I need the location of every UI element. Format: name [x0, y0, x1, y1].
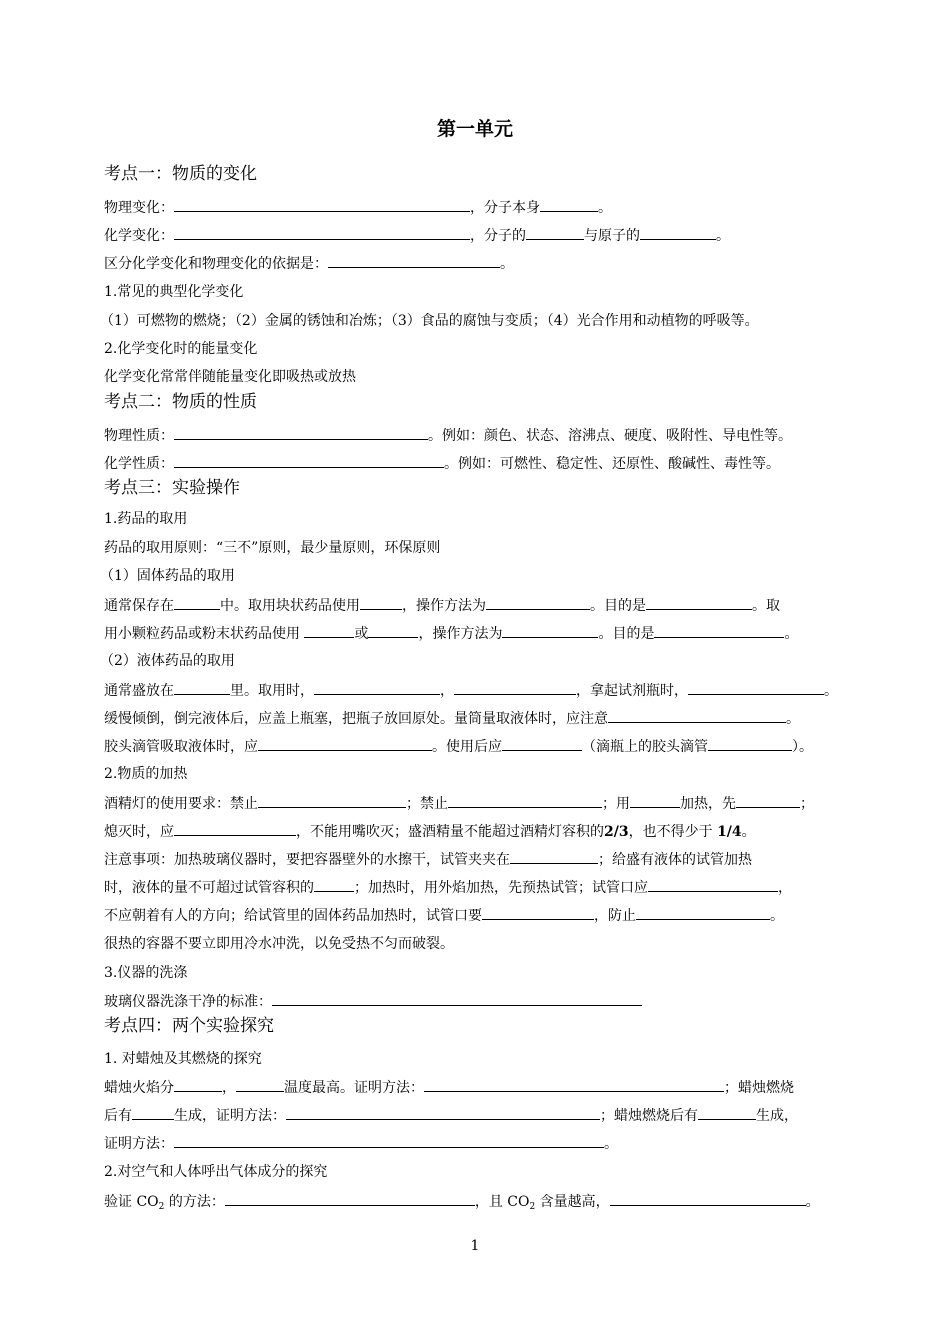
- fill-blank[interactable]: [648, 877, 778, 892]
- fill-blank[interactable]: [608, 708, 786, 723]
- fill-blank[interactable]: [258, 736, 432, 751]
- subheading: 2.物质的加热: [104, 766, 188, 782]
- fill-blank[interactable]: [272, 991, 642, 1006]
- subheading: 1.常见的典型化学变化: [104, 284, 244, 300]
- distinguish-line: 区分化学变化和物理变化的依据是： 。: [104, 253, 854, 274]
- physical-change-line: 物理变化： ，分子本身 。: [104, 197, 854, 218]
- fill-blank[interactable]: [454, 680, 576, 695]
- solid-line-2: 用小颗粒药品或粉末状药品使用 或 ，操作方法为 。目的是 。: [104, 623, 854, 644]
- fill-blank[interactable]: [174, 225, 470, 240]
- subheading: （1）固体药品的取用: [100, 568, 235, 584]
- fill-blank[interactable]: [636, 905, 770, 920]
- note-line-2: 时，液体的量不可超过试管容积的 ；加热时，用外焰加热，先预热试管；试管口应 ，: [104, 877, 854, 898]
- principle-text: 药品的取用原则：“三不”原则，最少量原则，环保原则: [104, 540, 441, 556]
- fill-blank[interactable]: [540, 197, 598, 212]
- fill-blank[interactable]: [174, 680, 230, 695]
- candle-line-1: 蜡烛火焰分 ， 温度最高。证明方法： ；蜡烛燃烧: [104, 1077, 854, 1098]
- fill-blank[interactable]: [314, 877, 354, 892]
- section-heading-1: 考点一：物质的变化: [104, 164, 257, 184]
- fill-blank[interactable]: [736, 793, 800, 808]
- fill-blank[interactable]: [646, 595, 752, 610]
- fill-blank[interactable]: [286, 1105, 600, 1120]
- candle-line-3: 证明方法： 。: [104, 1133, 854, 1154]
- fill-blank[interactable]: [698, 1105, 756, 1120]
- liquid-line-3: 胶头滴管吸取液体时，应 。使用后应 （滴瓶上的胶头滴管 ）。: [104, 736, 854, 757]
- fill-blank[interactable]: [640, 225, 716, 240]
- fill-blank[interactable]: [174, 595, 220, 610]
- liquid-line-2: 缓慢倾倒，倒完液体后，应盖上瓶塞，把瓶子放回原处。量筒量取液体时，应注意 。: [104, 708, 854, 729]
- fill-blank[interactable]: [304, 623, 354, 638]
- fill-blank[interactable]: [174, 197, 470, 212]
- fill-blank[interactable]: [132, 1105, 174, 1120]
- subheading: 2.对空气和人体呼出气体成分的探究: [104, 1164, 328, 1180]
- section-heading-4: 考点四：两个实验探究: [104, 1016, 274, 1036]
- fill-blank[interactable]: [424, 1077, 724, 1092]
- lamp-line-2: 熄灭时，应 ，不能用嘴吹灭；盛酒精量不能超过酒精灯容积的2/3，也不得少于 1/4。: [104, 821, 854, 842]
- liquid-line-1: 通常盛放在 里。取用时， ， ，拿起试剂瓶时， 。: [104, 680, 854, 701]
- co2-line: 验证 $CO_2$ 的方法： ，且 $CO_2$ 含量越高， 。: [104, 1191, 854, 1212]
- fill-blank[interactable]: [526, 225, 584, 240]
- subheading: 1. 对蜡烛及其燃烧的探究: [104, 1051, 262, 1067]
- fill-blank[interactable]: [225, 1191, 475, 1206]
- fill-blank[interactable]: [174, 1133, 604, 1148]
- fill-blank[interactable]: [482, 905, 594, 920]
- candle-line-2: 后有 生成，证明方法： ；蜡烛燃烧后有 生成，: [104, 1105, 854, 1126]
- page-title: 第一单元: [436, 118, 513, 140]
- fill-blank[interactable]: [502, 736, 582, 751]
- physical-property-line: 物理性质： 。例如：颜色、状态、溶沸点、硬度、吸附性、导电性等。: [104, 425, 854, 446]
- fill-blank[interactable]: [610, 1191, 806, 1206]
- fill-blank[interactable]: [174, 425, 428, 440]
- fill-blank[interactable]: [368, 623, 418, 638]
- note-line-3: 不应朝着有人的方向；给试管里的固体药品加热时，试管口要 ，防止 。: [104, 905, 854, 926]
- subheading: 2.化学变化时的能量变化: [104, 341, 258, 357]
- fill-blank[interactable]: [174, 821, 296, 836]
- fill-blank[interactable]: [502, 623, 598, 638]
- fill-blank[interactable]: [174, 453, 444, 468]
- fill-blank[interactable]: [630, 793, 680, 808]
- fill-blank[interactable]: [360, 595, 402, 610]
- fill-blank[interactable]: [328, 253, 500, 268]
- solid-line-1: 通常保存在 中。取用块状药品使用 ，操作方法为 。目的是 。取: [104, 595, 854, 616]
- chemical-property-line: 化学性质： 。例如：可燃性、稳定性、还原性、酸碱性、毒性等。: [104, 453, 854, 474]
- subheading: 3.仪器的洗涤: [104, 965, 188, 981]
- page-number: 1: [470, 1238, 480, 1254]
- subheading: 1.药品的取用: [104, 511, 188, 527]
- fill-blank[interactable]: [486, 595, 590, 610]
- lamp-line-1: 酒精灯的使用要求：禁止 ；禁止 ；用 加热，先 ；: [104, 793, 854, 814]
- energy-change-text: 化学变化常常伴随能量变化即吸热或放热: [104, 369, 356, 385]
- typical-changes-text: （1）可燃物的燃烧；（2）金属的锈蚀和冶炼；（3）食品的腐蚀与变质；（4）光合作用和动植物的呼吸等。: [100, 313, 759, 329]
- chemical-change-line: 化学变化： ，分子的 与原子的 。: [104, 225, 854, 246]
- fill-blank[interactable]: [258, 793, 406, 808]
- note-line-1: 注意事项：加热玻璃仪器时，要把容器壁外的水擦干，试管夹夹在 ；给盛有液体的试管加热: [104, 849, 854, 870]
- fill-blank[interactable]: [448, 793, 602, 808]
- fill-blank[interactable]: [510, 849, 598, 864]
- fill-blank[interactable]: [314, 680, 440, 695]
- fill-blank[interactable]: [708, 736, 792, 751]
- note-line-4: 很热的容器不要立即用冷水冲洗，以免受热不匀而破裂。: [104, 936, 454, 952]
- fill-blank[interactable]: [236, 1077, 284, 1092]
- fill-blank[interactable]: [174, 1077, 222, 1092]
- wash-line: 玻璃仪器洗涤干净的标准：: [104, 991, 854, 1012]
- fill-blank[interactable]: [688, 680, 824, 695]
- subheading: （2）液体药品的取用: [100, 653, 235, 669]
- fill-blank[interactable]: [654, 623, 784, 638]
- section-heading-3: 考点三：实验操作: [104, 478, 240, 498]
- section-heading-2: 考点二：物质的性质: [104, 392, 257, 412]
